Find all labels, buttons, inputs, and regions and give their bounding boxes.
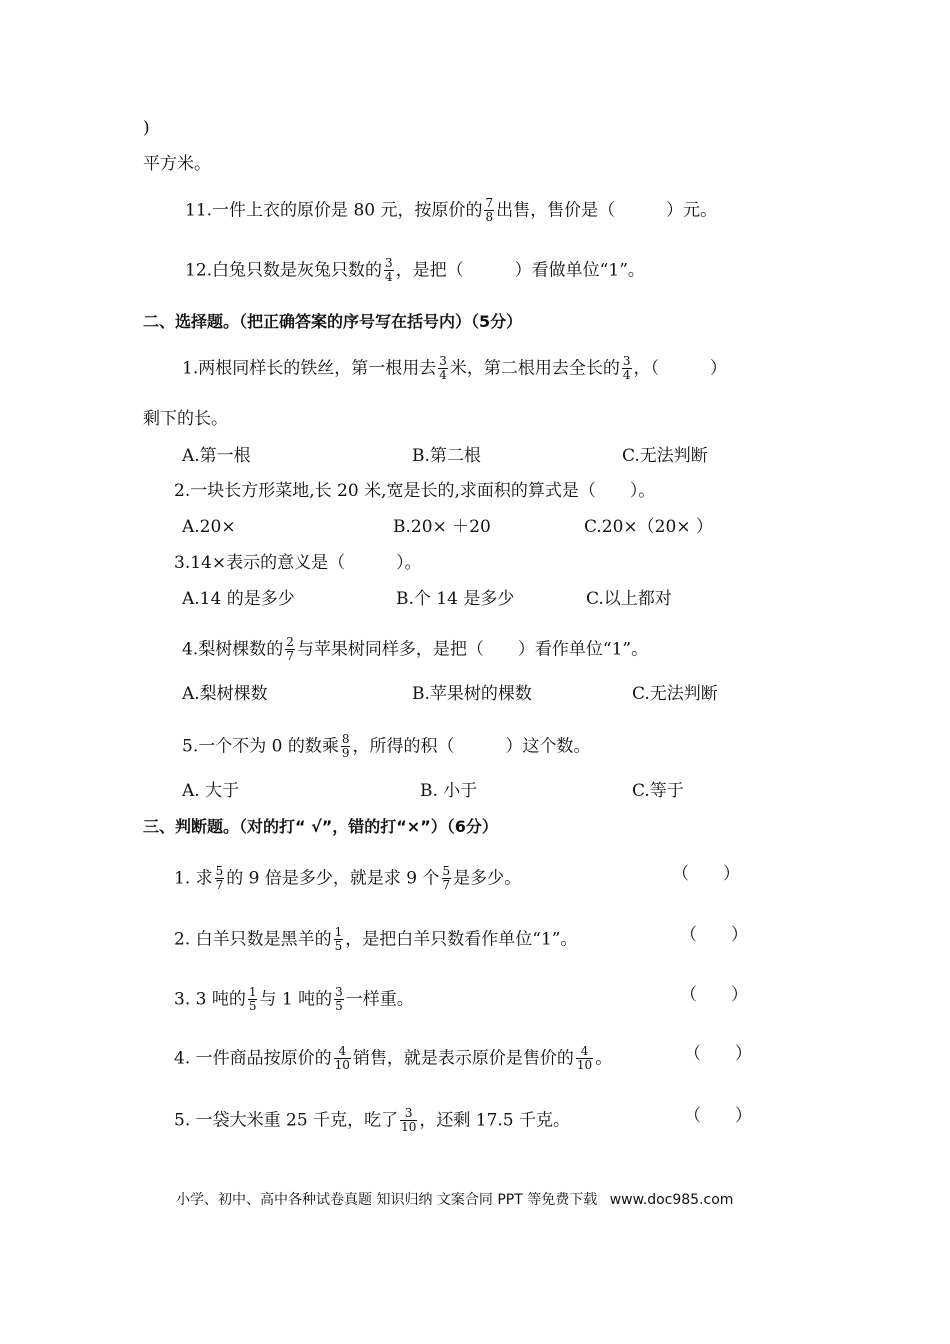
area-unit-text: 平方米。 xyxy=(143,154,211,174)
answer-paren[interactable]: （ ） xyxy=(684,1106,752,1126)
fraction: $\frac{3}{4}$ xyxy=(439,354,447,382)
option-c: C.20×（20× ） xyxy=(584,517,713,537)
fraction: $\frac{3}{4}$ xyxy=(622,354,631,382)
footer-text: 小学、初中、高中各种试卷真题 知识归纳 文案合同 PPT 等免费下载 xyxy=(176,1192,598,1208)
judge-question-1: 1. 求 $\frac{5}{7}$ 的 9 倍是多少，就是求 9 个 $\frac{5}{7}$ 是多少。 xyxy=(174,864,522,892)
choice-question-1-continued: 剩下的长。 xyxy=(143,409,228,429)
option-b: B.苹果树的棵数 xyxy=(412,684,532,704)
choice-question-1: 1.两根同样长的铁丝，第一根用去 $\frac{3}{4}$ 米，第二根用去全长的 $\frac{3}{4}$ ，（ ） xyxy=(182,354,728,382)
question-12: 12.白兔只数是灰兔只数的 $\frac{3}{4}$ ，是把（ ）看做单位“1”。 xyxy=(185,256,645,284)
fraction: $\frac{1}{5}$ xyxy=(248,985,257,1013)
fraction: $\frac{3}{4}$ xyxy=(385,256,393,284)
section-3-title: 三、判断题。（对的打“ √”，错的打“×”）（6分） xyxy=(143,817,498,836)
judge-question-4: 4. 一件商品按原价的 $\frac{4}{10}$ 销售，就是表示原价是售价的 $\frac{4}{10}$ 。 xyxy=(174,1044,613,1072)
option-c: C.等于 xyxy=(632,781,684,801)
question-11: 11.一件上衣的原价是 80 元，按原价的 $\frac{7}{8}$ 出售，售价是（ ）元。 xyxy=(185,196,718,224)
fraction: $\frac{5}{7}$ xyxy=(442,864,451,892)
option-b: B.第二根 xyxy=(412,446,481,466)
fraction: $\frac{2}{7}$ xyxy=(286,635,294,663)
fraction: $\frac{4}{10}$ xyxy=(576,1044,593,1072)
choice-question-2: 2.一块长方形菜地,长 20 米,宽是长的,求面积的算式是（ ）。 xyxy=(174,481,656,501)
choice-question-3: 3.14×表示的意义是（ ）。 xyxy=(174,553,422,573)
option-a: A.第一根 xyxy=(182,446,251,466)
judge-question-2: 2. 白羊只数是黑羊的 $\frac{1}{5}$ ，是把白羊只数看作单位“1”。 xyxy=(174,925,578,953)
judge-question-3: 3. 3 吨的 $\frac{1}{5}$ 与 1 吨的 $\frac{3}{5}$ 一样重。 xyxy=(174,985,414,1013)
option-c: C.以上都对 xyxy=(586,589,672,609)
option-b: B.20× ＋20 xyxy=(393,517,491,537)
judge-question-5: 5. 一袋大米重 25 千克，吃了 $\frac{3}{10}$ ，还剩 17.5 千克。 xyxy=(174,1106,571,1134)
option-b: B. 小于 xyxy=(420,781,478,801)
option-c: C.无法判断 xyxy=(632,684,718,704)
fraction: $\frac{4}{10}$ xyxy=(334,1044,350,1072)
fraction: $\frac{5}{7}$ xyxy=(215,864,224,892)
option-a: A.14 的是多少 xyxy=(182,589,295,609)
section-2-title: 二、选择题。（把正确答案的序号写在括号内）（5分） xyxy=(143,312,523,331)
choice-question-5: 5.一个不为 0 的数乘 $\frac{8}{9}$ ，所得的积（ ）这个数。 xyxy=(182,732,591,760)
footer xyxy=(176,1193,733,1207)
fraction: $\frac{8}{9}$ xyxy=(341,732,350,760)
answer-paren[interactable]: （ ） xyxy=(680,925,748,945)
footer-link[interactable]: www.doc985.com xyxy=(609,1192,734,1208)
answer-paren[interactable]: （ ） xyxy=(680,985,748,1005)
fraction: $\frac{3}{5}$ xyxy=(335,985,343,1013)
choice-question-4: 4.梨树棵数的 $\frac{2}{7}$ 与苹果树同样多，是把（ ）看作单位“1”。 xyxy=(182,635,649,663)
option-c: C.无法判断 xyxy=(622,446,708,466)
fraction: $\frac{7}{8}$ xyxy=(485,196,494,224)
option-a: A. 大于 xyxy=(182,781,240,801)
fraction: $\frac{1}{5}$ xyxy=(334,925,343,953)
option-b: B.个 14 是多少 xyxy=(396,589,515,609)
option-a: A.20× xyxy=(182,517,236,537)
answer-paren[interactable]: （ ） xyxy=(684,1044,752,1064)
fraction: $\frac{3}{10}$ xyxy=(401,1106,417,1134)
option-a: A.梨树棵数 xyxy=(182,684,268,704)
answer-paren[interactable]: （ ） xyxy=(672,864,740,884)
stray-close-paren: ) xyxy=(143,118,150,138)
